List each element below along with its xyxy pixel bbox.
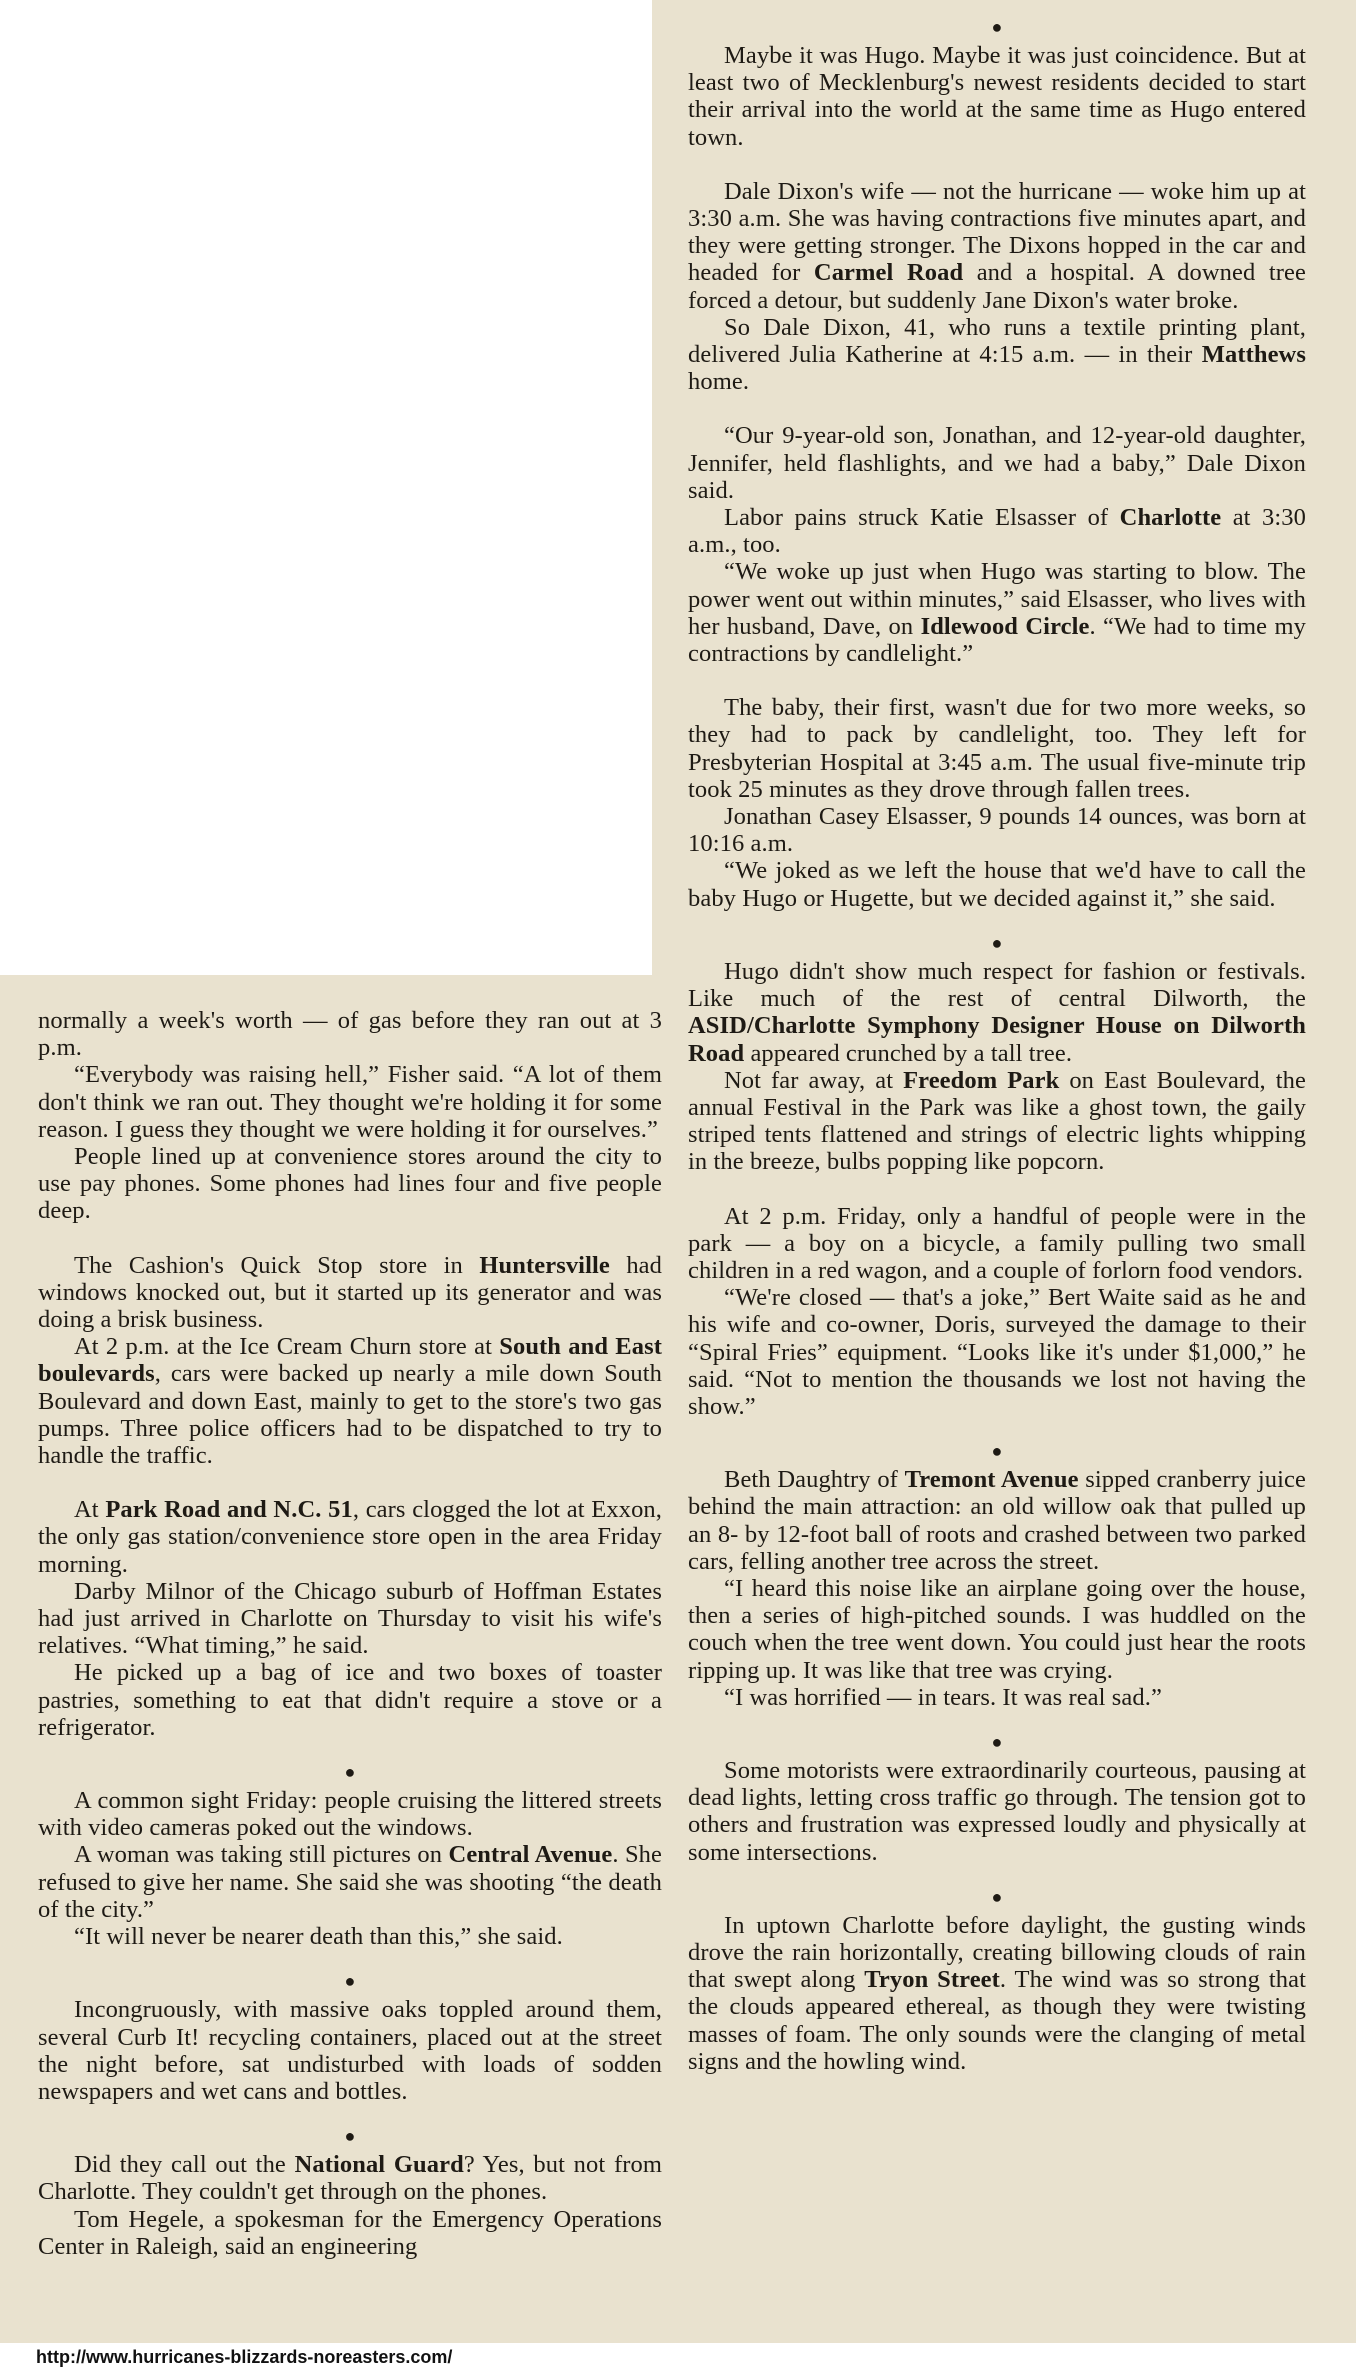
text: At: [74, 1496, 106, 1524]
section-bullet: ●: [991, 1886, 1003, 1907]
paragraph: [688, 178, 1306, 314]
text: . “We had to time my contractions by candlelight.”: [688, 612, 1306, 668]
bold-place-name: Park Road and N.C. 51: [105, 1496, 353, 1524]
paragraph: “We joked as we left the house that we'd have to call the baby Hugo or Hugette, but we decided against it,” she said.: [688, 857, 1306, 912]
paragraph: People lined up at convenience stores around the city to use pay phones. Some phones had lines four and five people deep.: [38, 1143, 662, 1225]
paragraph: Maybe it was Hugo. Maybe it was just coincidence. But at least two of Mecklenburg's newest residents decided to start their arrival into the world at the same time as Hugo entered town.: [688, 42, 1306, 151]
paragraph: Incongruously, with massive oaks toppled around them, several Curb It! recycling containers, placed out at the street the night before, sat undisturbed with loads of sodden newspapers and wet cans and bottles.: [38, 1996, 662, 2105]
paragraph: [688, 314, 1306, 396]
section-bullet: ●: [344, 1762, 356, 1783]
text: “We woke up just when Hugo was starting to blow. The power went out within minutes,” said Elsasser, who lives with her husband, Dave, on: [688, 558, 1306, 640]
text: , cars clogged the lot at Exxon, the only gas station/convenience store open in the area Friday morning.: [38, 1496, 662, 1578]
paragraph: normally a week's worth — of gas before they ran out at 3 p.m.: [38, 1007, 662, 1062]
text: . The wind was so strong that the clouds appeared ethereal, as though they were twisting masses of foam. The only sounds were the clanging of metal signs and the howling wind.: [688, 1966, 1306, 2075]
bold-place-name: Tryon Street: [864, 1966, 1000, 1994]
paragraph: [688, 1466, 1306, 1575]
left-column: [38, 1007, 662, 2260]
text: Dale Dixon's wife — not the hurricane — woke him up at 3:30 a.m. She was having contractions five minutes apart, and they were getting stronger. The Dixons hopped in the car and headed for: [688, 177, 1306, 287]
paragraph: He picked up a bag of ice and two boxes of toaster pastries, something to eat that didn't require a stove or a refrigerator.: [38, 1659, 662, 1741]
section-bullet: ●: [991, 1731, 1003, 1752]
section-bullet: ●: [344, 2126, 356, 2147]
paragraph: “I was horrified — in tears. It was real sad.”: [724, 1683, 1162, 1711]
text: at 3:30 a.m., too.: [688, 504, 1306, 559]
text: and a hospital. A downed tree forced a detour, but suddenly Jane Dixon's water broke.: [688, 259, 1306, 314]
text: on East Boulevard, the annual Festival in the Park was like a ghost town, the gaily striped tents flattened and strings of electric lights whipping in the breeze, bulbs popping like popcorn.: [688, 1066, 1306, 1176]
paragraph: [688, 1067, 1306, 1176]
paragraph: The baby, their first, wasn't due for two more weeks, so they had to pack by candlelight, too. They left for Presbyterian Hospital at 3:45 a.m. The usual five-minute trip took 25 minutes as they drove through fallen trees.: [688, 694, 1306, 803]
paragraph: [688, 958, 1306, 1067]
paragraph: A common sight Friday: people cruising the littered streets with video cameras poked out the windows.: [38, 1787, 662, 1842]
paragraph: “It will never be nearer death than this,” she said.: [74, 1923, 563, 1951]
text: Hugo didn't show much respect for fashion or festivals. Like much of the rest of central Dilworth, the: [688, 957, 1306, 1013]
paragraph: “We're closed — that's a joke,” Bert Waite said as he and his wife and co-owner, Doris, surveyed the damage to their “Spiral Fries” equipment. “Looks like it's under $1,000,” he said. “Not to mention the thousands we lost not having the show.”: [688, 1284, 1306, 1420]
text: So Dale Dixon, 41, who runs a textile printing plant, delivered Julia Katherine at 4:15 a.m. — in their: [688, 313, 1306, 369]
section-bullet: ●: [991, 932, 1003, 953]
bold-place-name: Tremont Avenue: [904, 1466, 1079, 1494]
paragraph: [688, 558, 1306, 667]
section-bullet: ●: [991, 1441, 1003, 1462]
text: Beth Daughtry of: [724, 1466, 905, 1494]
text: The Cashion's Quick Stop store in: [74, 1251, 480, 1279]
text: . She refused to give her name. She said she was shooting “the death of the city.”: [38, 1841, 663, 1923]
text: Did they call out the: [74, 2151, 295, 2179]
paragraph: Jonathan Casey Elsasser, 9 pounds 14 ounces, was born at 10:16 a.m.: [688, 803, 1306, 858]
text: At 2 p.m. at the Ice Cream Churn store at: [74, 1333, 500, 1361]
paragraph: “I heard this noise like an airplane going over the house, then a series of high-pitched sounds. I was huddled on the couch when the tree went down. You could just hear the roots ripping up. It was like that tree was crying.: [688, 1574, 1306, 1684]
bold-place-name: Huntersville: [479, 1251, 610, 1279]
paragraph: [38, 2151, 662, 2205]
bold-place-name: Central Avenue: [448, 1841, 613, 1869]
bold-place-name: Carmel Road: [813, 259, 964, 287]
text: sipped cranberry juice behind the main attraction: an old willow oak that pulled up an 8- by 12-foot ball of roots and crashed between two parked cars, felling another tree across the street.: [688, 1466, 1307, 1575]
paragraph: [38, 1252, 662, 1334]
paragraph: [38, 1496, 662, 1578]
text: , cars were backed up nearly a mile down South Boulevard and down East, mainly to get to the store's two gas pumps. Three police officers had to be dispatched to try to handle the traffic.: [38, 1360, 662, 1470]
paragraph: Some motorists were extraordinarily courteous, pausing at dead lights, letting cross traffic go through. The tension got to others and frustration was expressed loudly and physically at some intersections.: [688, 1756, 1306, 1866]
paragraph: “Everybody was raising hell,” Fisher said. “A lot of them don't think we ran out. They thought we're holding it for some reason. I guess they thought we were holding it for ourselves.”: [38, 1061, 662, 1143]
paragraph: [38, 1841, 662, 1923]
paragraph: “Our 9-year-old son, Jonathan, and 12-year-old daughter, Jennifer, held flashlights, and we had a baby,” Dale Dixon said.: [688, 422, 1306, 504]
source-url: http://www.hurricanes-blizzards-noreasters.com/: [36, 2347, 453, 2367]
text: A woman was taking still pictures on: [74, 1841, 449, 1869]
bold-place-name: Charlotte: [1119, 504, 1222, 532]
text: ? Yes, but not from Charlotte. They couldn't get through on the phones.: [38, 2151, 662, 2206]
paragraph: [38, 1333, 662, 1469]
bold-place-name: National Guard: [294, 2151, 464, 2179]
text: appeared crunched by a tall tree.: [744, 1039, 1073, 1067]
text: Not far away, at: [724, 1066, 904, 1094]
text: In uptown Charlotte before daylight, the gusting winds drove the rain horizontally, creating billowing clouds of rain that swept along: [688, 1911, 1306, 1994]
paragraph: [688, 1912, 1306, 2075]
section-bullet: ●: [344, 1971, 356, 1992]
text: had windows knocked out, but it started up its generator and was doing a brisk business.: [38, 1251, 663, 1334]
bold-place-name: Freedom Park: [903, 1066, 1060, 1094]
right-column: [688, 17, 1307, 2075]
section-bullet: ●: [991, 17, 1003, 37]
text: home.: [688, 368, 750, 396]
bold-place-name: South and East boulevards: [38, 1333, 662, 1388]
bold-place-name: Idlewood Circle: [920, 612, 1090, 640]
paragraph: [688, 504, 1306, 558]
paragraph: Darby Milnor of the Chicago suburb of Hoffman Estates had just arrived in Charlotte on Thursday to visit his wife's relatives. “What timing,” he said.: [38, 1577, 662, 1660]
paragraph: At 2 p.m. Friday, only a handful of people were in the park — a boy on a bicycle, a family pulling two small children in a red wagon, and a couple of forlorn food vendors.: [688, 1202, 1306, 1284]
bold-place-name: ASID/Charlotte Symphony Designer House on Dilworth Road: [688, 1012, 1306, 1067]
text: Labor pains struck Katie Elsasser of: [724, 504, 1120, 532]
bold-place-name: Matthews: [1201, 341, 1306, 369]
paragraph: Tom Hegele, a spokesman for the Emergency Operations Center in Raleigh, said an engineering: [38, 2205, 662, 2260]
